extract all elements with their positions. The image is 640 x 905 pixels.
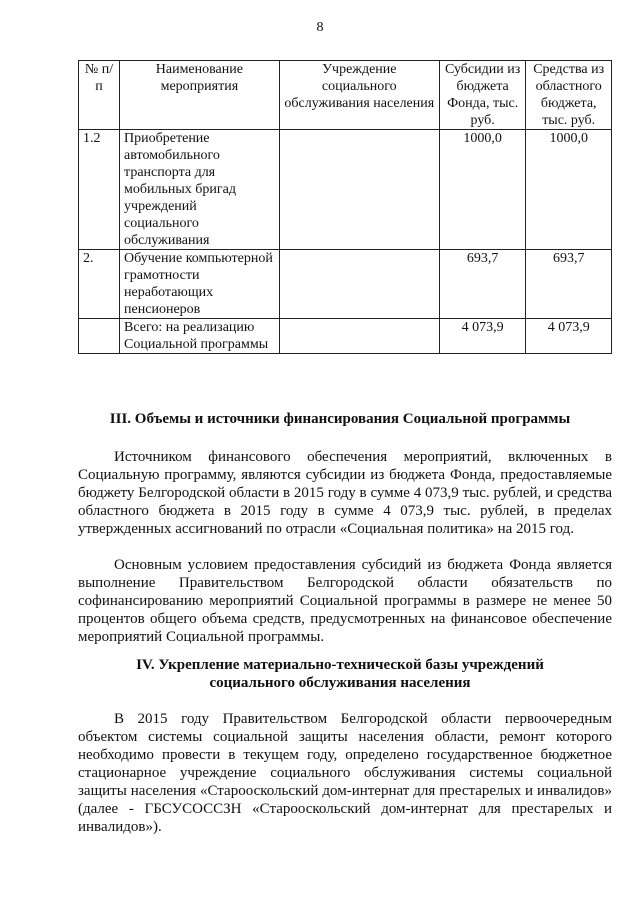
row-num: 2. <box>79 250 120 319</box>
row-institution <box>279 130 439 250</box>
row-num: 1.2 <box>79 130 120 250</box>
row-institution <box>279 319 439 354</box>
section-4-title-line-2: социального обслуживания населения <box>209 675 471 691</box>
row-num <box>79 319 120 354</box>
table-row <box>79 130 612 250</box>
row-institution <box>279 250 439 319</box>
row-regional: 1000,0 <box>526 130 612 250</box>
table-row-total <box>79 319 612 354</box>
header-subsidies: Субсидии из бюджета Фонда, тыс. руб. <box>439 61 525 130</box>
row-name: Всего: на реализацию Социальной программы <box>120 319 280 354</box>
header-regional: Средства из областного бюджета, тыс. руб. <box>526 61 612 130</box>
row-regional: 4 073,9 <box>526 319 612 354</box>
row-regional: 693,7 <box>526 250 612 319</box>
table-header-row <box>79 61 612 130</box>
row-subsidies: 1000,0 <box>439 130 525 250</box>
section-3-title: III. Объемы и источники финансирования Социальной программы <box>109 411 571 427</box>
row-subsidies: 693,7 <box>439 250 525 319</box>
row-subsidies: 4 073,9 <box>439 319 525 354</box>
table-row <box>79 250 612 319</box>
section-3-paragraph-1: Источником финансового обеспечения мероприятий, включенных в Социальную программу, являются субсидии из бюджета Фонда, предоставляемые бюджету Белгородской области в 2015 году в сумме 4 073,9 тыс. рублей, и средства областного бюджета в 2015 году в сумме 4 073,9 тыс. рублей, в пределах утвержденных ассигнований по отрасли «Социальная политика» на 2015 год. <box>78 449 612 537</box>
section-4-paragraph-1: В 2015 году Правительством Белгородской области первоочередным объектом системы социальной защиты населения области, ремонт которого необходимо провести в текущем году, определено государственное бюджетное стационарное учреждение социального обслуживания системы социальной защиты населения «Старооскольский дом-интернат для престарелых и инвалидов» (далее - ГБСУСОССЗН «Старооскольский дом-интернат для престарелых и инвалидов»). <box>78 711 612 835</box>
funding-table <box>78 60 612 354</box>
section-3-paragraph-2: Основным условием предоставления субсидий из бюджета Фонда является выполнение Правительством Белгородской области обязательств по софинансированию мероприятий Социальной программы в размере не менее 50 процентов общего объема средств, предусмотренных на финансовое обеспечение мероприятий Социальной программы. <box>78 557 612 645</box>
header-name: Наименование мероприятия <box>120 61 280 130</box>
header-num: № п/п <box>79 61 120 130</box>
row-name: Приобретение автомобильного транспорта для мобильных бригад учреждений социального обслуживания <box>120 130 280 250</box>
header-institution: Учреждение социального обслуживания населения <box>279 61 439 130</box>
row-name: Обучение компьютерной грамотности неработающих пенсионеров <box>120 250 280 319</box>
page-number: 8 <box>316 20 324 35</box>
section-4-title-line-1: IV. Укрепление материально-технической базы учреждений <box>136 657 544 673</box>
